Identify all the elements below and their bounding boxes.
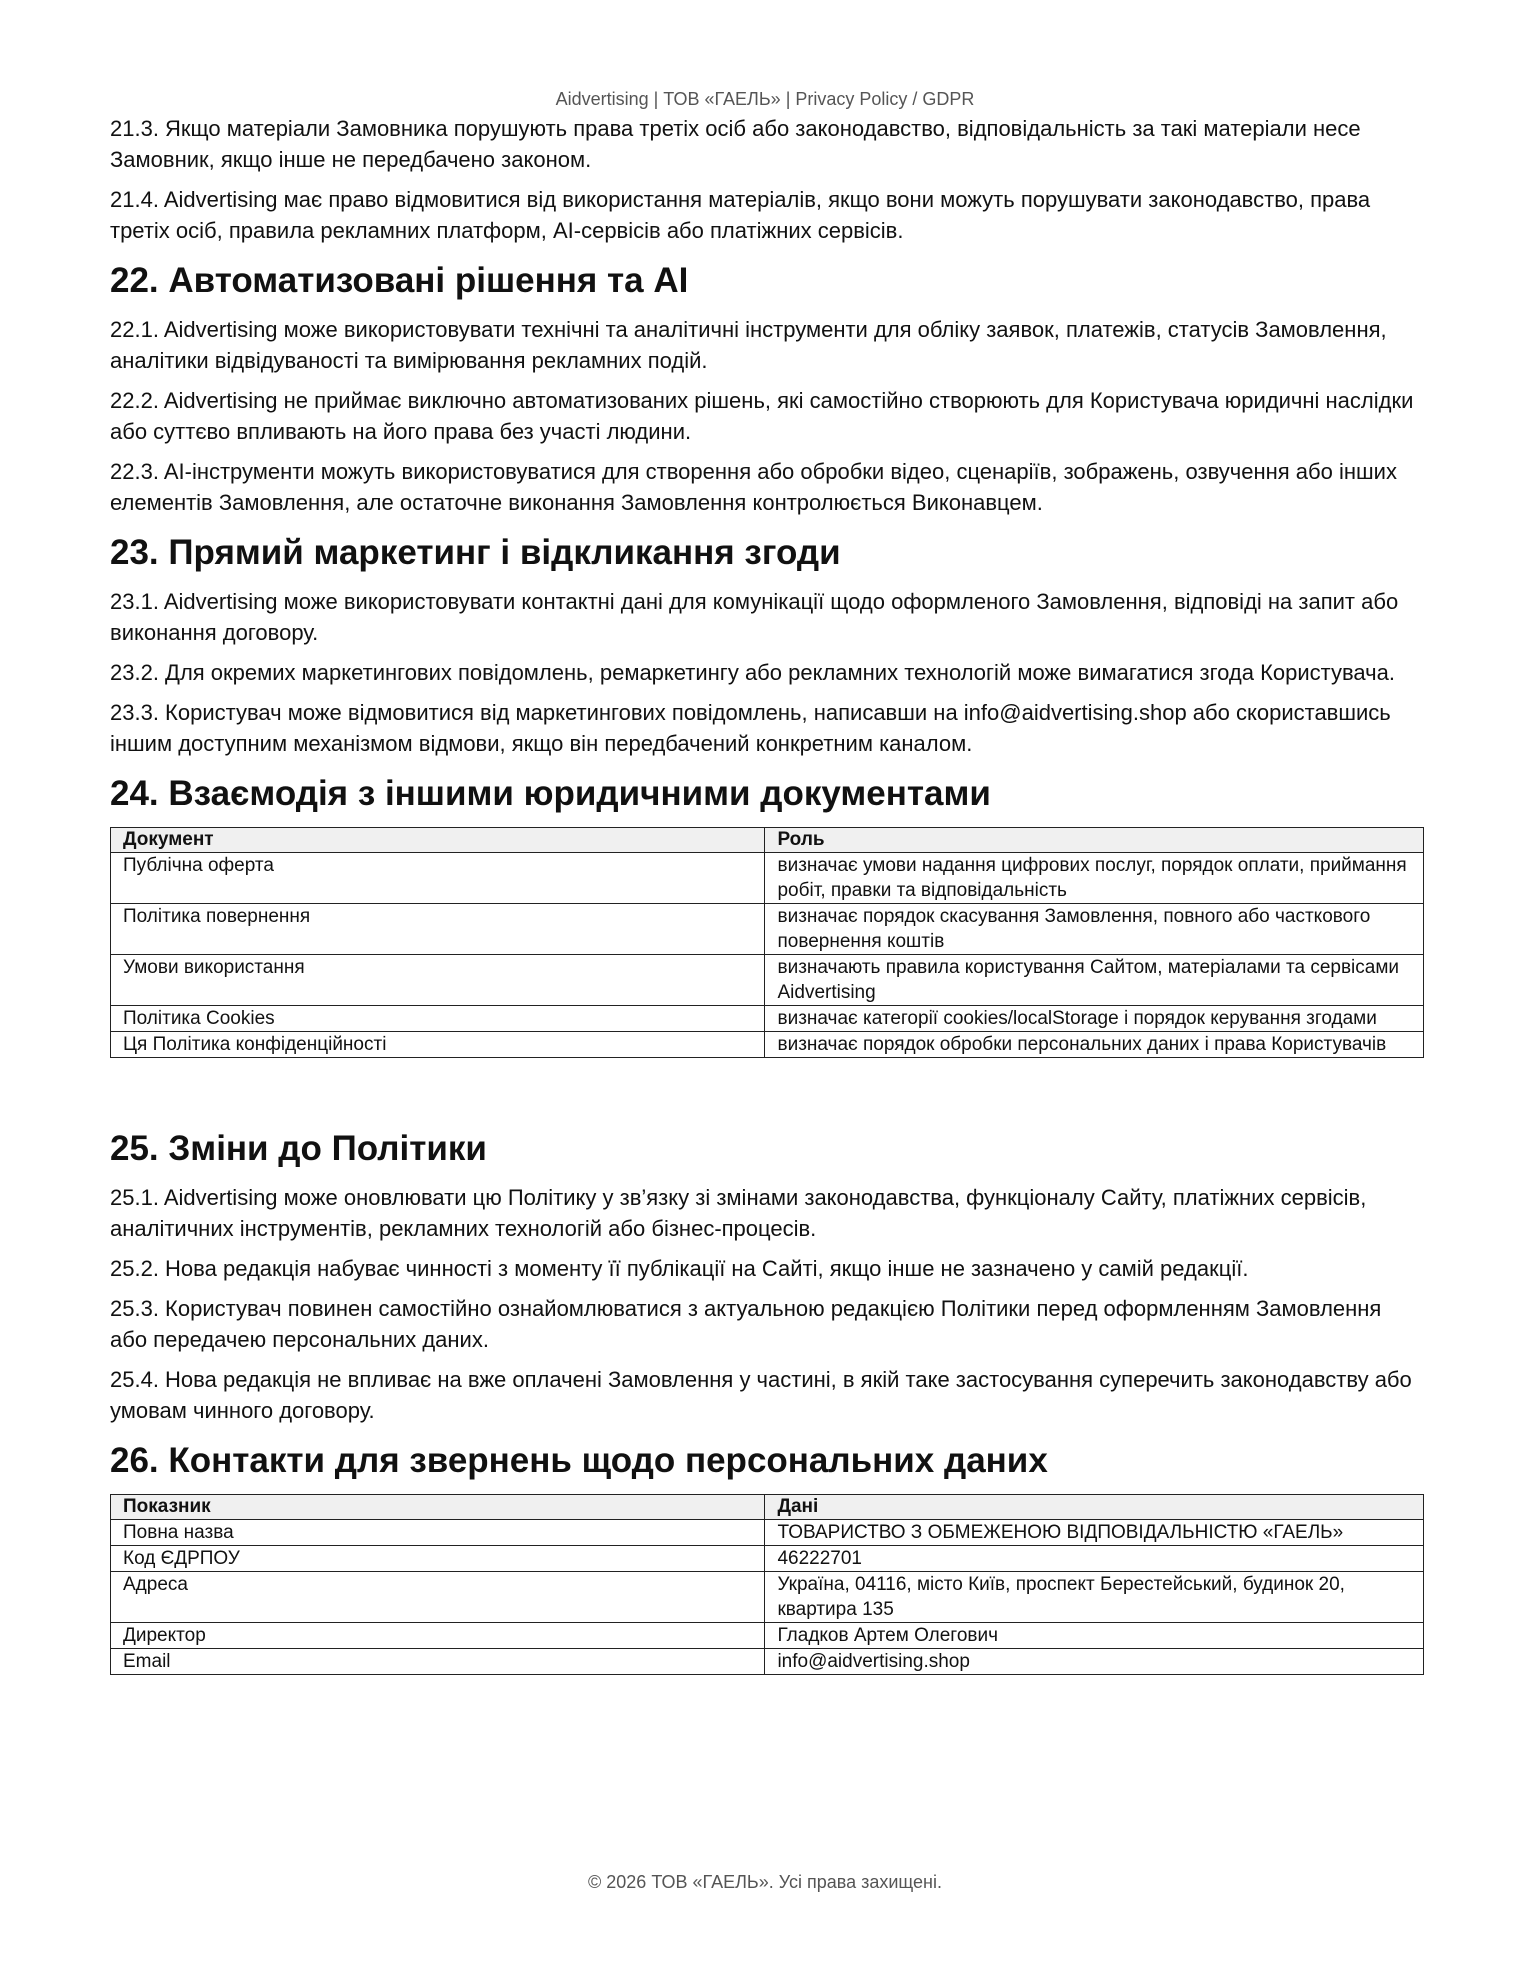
- table-header-row: [111, 1495, 1424, 1520]
- column-header-role: Роль: [765, 828, 1424, 853]
- table-cell: Ця Політика конфіденційності: [111, 1032, 765, 1058]
- table-row: [111, 1623, 1424, 1649]
- email-cell[interactable]: info@aidvertising.shop: [765, 1649, 1424, 1675]
- table-cell: Повна назва: [111, 1520, 765, 1546]
- table-cell: визначає умови надання цифрових послуг, порядок оплати, приймання робіт, правки та відповідальність: [765, 853, 1424, 904]
- table-cell: ТОВАРИСТВО З ОБМЕЖЕНОЮ ВІДПОВІДАЛЬНІСТЮ «ГАЕЛЬ»: [765, 1520, 1424, 1546]
- section-22-title: 22. Автоматизовані рішення та AI: [110, 261, 689, 300]
- section-23-title: 23. Прямий маркетинг і відкликання згоди: [110, 533, 841, 572]
- paragraph-25-4: 25.4. Нова редакція не впливає на вже оплачені Замовлення у частині, в якій таке застосування суперечить законодавству або умовам чинного договору.: [110, 1367, 1412, 1423]
- spacer: [110, 1070, 1420, 1114]
- table-row: [111, 1649, 1424, 1675]
- table-cell: Україна, 04116, місто Київ, проспект Берестейський, будинок 20, квартира 135: [765, 1572, 1424, 1623]
- column-header-data: Дані: [765, 1495, 1424, 1520]
- paragraph-23-3: 23.3. Користувач може відмовитися від маркетингових повідомлень, написавши на info@aidvertising.shop або скориставшись іншим доступним механізмом відмови, якщо він передбачений конкретним каналом.: [110, 700, 1391, 756]
- table-cell: Код ЄДРПОУ: [111, 1546, 765, 1572]
- table-header-row: [111, 828, 1424, 853]
- running-footer: © 2026 ТОВ «ГАЕЛЬ». Усі права захищені.: [588, 1872, 942, 1892]
- column-header-indicator: Показник: [111, 1495, 765, 1520]
- table-row: [111, 1520, 1424, 1546]
- paragraph-23-1: 23.1. Aidvertising може використовувати контактні дані для комунікації щодо оформленого Замовлення, відповіді на запит або виконання договору.: [110, 589, 1399, 645]
- section-25-title: 25. Зміни до Політики: [110, 1129, 487, 1168]
- document-content: [110, 113, 1420, 1687]
- table-row: [111, 1572, 1424, 1623]
- paragraph-25-1: 25.1. Aidvertising може оновлювати цю Політику у зв’язку зі змінами законодавства, функціоналу Сайту, платіжних сервісів, аналітичних інструментів, рекламних технологій або бізнес-процесів.: [110, 1185, 1367, 1241]
- table-row: [111, 955, 1424, 1006]
- table-cell: Директор: [111, 1623, 765, 1649]
- paragraph-22-1: 22.1. Aidvertising може використовувати технічні та аналітичні інструменти для обліку заявок, платежів, статусів Замовлення, аналітики відвідуваності та вимірювання рекламних подій.: [110, 317, 1387, 373]
- contacts-table: [110, 1494, 1424, 1675]
- table-row: [111, 1546, 1424, 1572]
- paragraph-21-3: 21.3. Якщо матеріали Замовника порушують права третіх осіб або законодавство, відповідальність за такі матеріали несе Замовник, якщо інше не передбачено законом.: [110, 116, 1361, 172]
- table-row: [111, 1032, 1424, 1058]
- table-cell: визначають правила користування Сайтом, матеріалами та сервісами Aidvertising: [765, 955, 1424, 1006]
- table-cell: Гладков Артем Олегович: [765, 1623, 1424, 1649]
- running-header: Aidvertising | ТОВ «ГАЕЛЬ» | Privacy Policy / GDPR: [555, 89, 975, 109]
- paragraph-25-2: 25.2. Нова редакція набуває чинності з моменту її публікації на Сайті, якщо інше не зазначено у самій редакції.: [110, 1256, 1249, 1281]
- table-cell: Політика повернення: [111, 904, 765, 955]
- column-header-document: Документ: [111, 828, 765, 853]
- table-cell: Умови використання: [111, 955, 765, 1006]
- table-cell: визначає порядок обробки персональних даних і права Користувачів: [765, 1032, 1424, 1058]
- table-cell: визначає категорії cookies/localStorage і порядок керування згодами: [765, 1006, 1424, 1032]
- section-26-title: 26. Контакти для звернень щодо персональних даних: [110, 1441, 1048, 1480]
- table-cell: визначає порядок скасування Замовлення, повного або часткового повернення коштів: [765, 904, 1424, 955]
- paragraph-21-4: 21.4. Aidvertising має право відмовитися від використання матеріалів, якщо вони можуть порушувати законодавство, права третіх осіб, правила рекламних платформ, AI-сервісів або платіжних сервісів.: [110, 187, 1371, 243]
- paragraph-22-3: 22.3. AI-інструменти можуть використовуватися для створення або обробки відео, сценаріїв, зображень, озвучення або інших елементів Замовлення, але остаточне виконання Замовлення контролюється Виконавцем.: [110, 459, 1397, 515]
- table-row: [111, 904, 1424, 955]
- section-24-title: 24. Взаємодія з іншими юридичними документами: [110, 774, 991, 813]
- table-cell: Політика Cookies: [111, 1006, 765, 1032]
- paragraph-23-2: 23.2. Для окремих маркетингових повідомлень, ремаркетингу або рекламних технологій може вимагатися згода Користувача.: [110, 660, 1395, 685]
- table-cell: Адреса: [111, 1572, 765, 1623]
- paragraph-25-3: 25.3. Користувач повинен самостійно ознайомлюватися з актуальною редакцією Політики перед оформленням Замовлення або передачею персональних даних.: [110, 1296, 1382, 1352]
- table-cell: Email: [111, 1649, 765, 1675]
- table-cell: Публічна оферта: [111, 853, 765, 904]
- documents-table: [110, 827, 1424, 1058]
- table-cell: 46222701: [765, 1546, 1424, 1572]
- table-row: [111, 853, 1424, 904]
- paragraph-22-2: 22.2. Aidvertising не приймає виключно автоматизованих рішень, які самостійно створюють для Користувача юридичні наслідки або суттєво впливають на його права без участі людини.: [110, 388, 1414, 444]
- table-row: [111, 1006, 1424, 1032]
